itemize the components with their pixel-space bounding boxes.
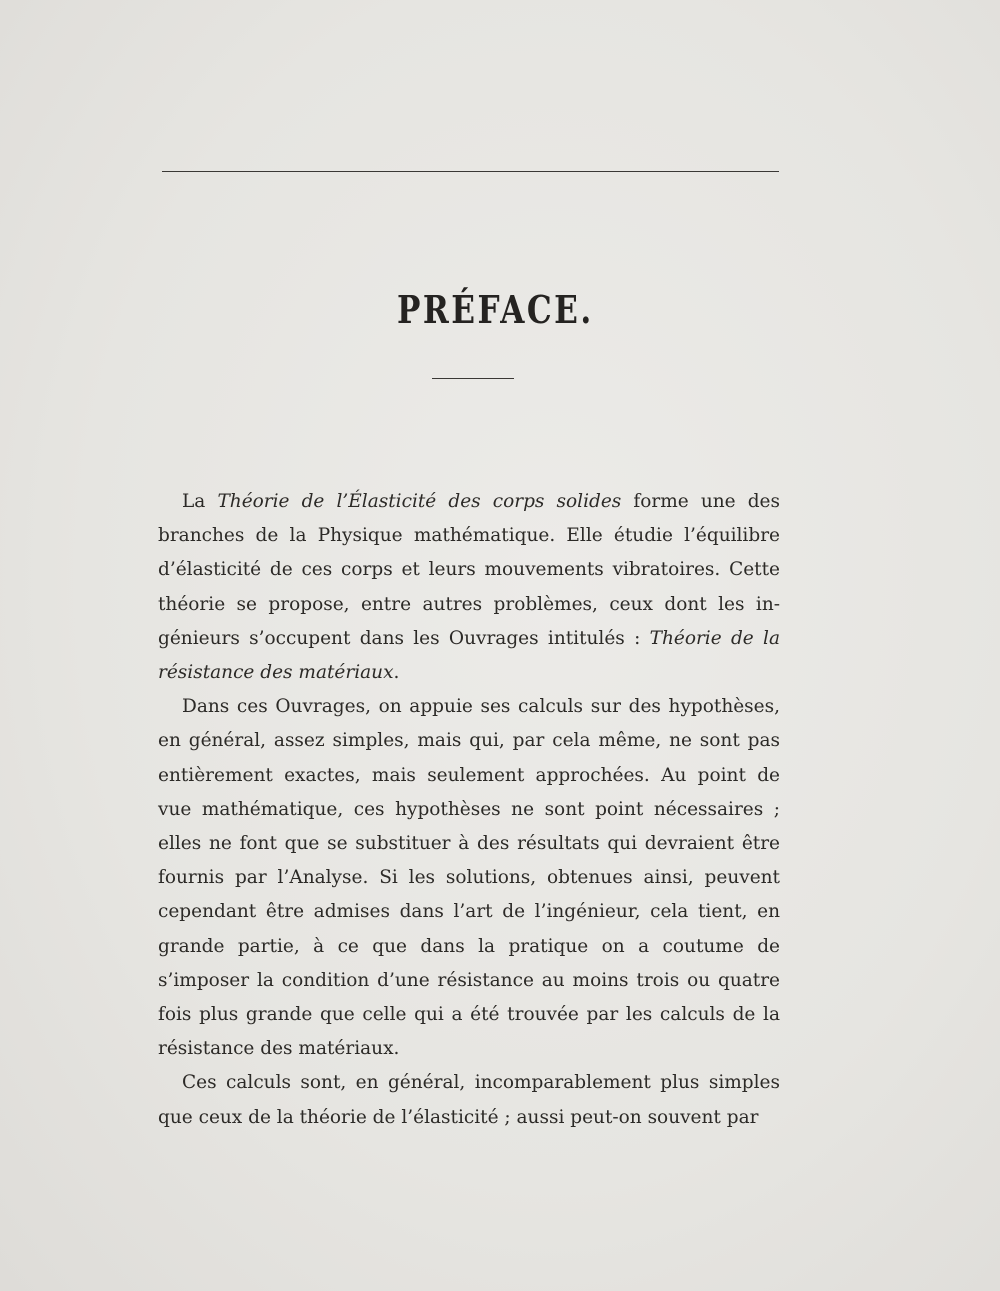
header-rule (162, 171, 779, 172)
paragraph-1 (158, 485, 780, 690)
paragraph-1-middle: forme une des branches de la Physique mathématique. Elle étudie l’équilibre d’élasticité de ces corps et leurs mouvements vibratoires. Cette théorie se propose, entre autres problèmes, ceux dont les ingénieurs s’occupent dans les Ouvrages intitulés : (158, 491, 781, 649)
paragraph-1-italic-reference: Théorie de la résistance des matériaux (158, 627, 780, 684)
paragraph-1-lead: La (182, 491, 218, 512)
paragraph-1-italic-title: Théorie de l’Élasticité des corps solides (217, 491, 622, 512)
paragraph-1-tail: . (393, 662, 400, 684)
body-text (158, 485, 780, 1135)
paragraph-3: Ces calculs sont, en général, incomparablement plus simples que ceux de la théorie de l’élasticité ; aussi peut-on souvent par (158, 1072, 780, 1128)
page-title: PRÉFACE. (396, 287, 594, 332)
paragraph-2: Dans ces Ouvrages, on appuie ses calculs sur des hypothèses, en général, assez simples, mais qui, par cela même, ne sont pas entièrement exactes, mais seulement approchées. Au point de vue mathématique, ces hypothèses ne sont point nécessaires ; elles ne font que se substituer à des résultats qui devraient être fournis par l’Analyse. Si les solutions, obtenues ainsi, peuvent cependant être admises dans l’art de l’ingénieur, cela tient, en grande partie, à ce que dans la pratique on a coutume de s’imposer la condition d’une résistance au moins trois ou quatre fois plus grande que celle qui a été trouvée par les calculs de la résistance des matériaux. (158, 696, 780, 1060)
title-rule (432, 378, 514, 379)
